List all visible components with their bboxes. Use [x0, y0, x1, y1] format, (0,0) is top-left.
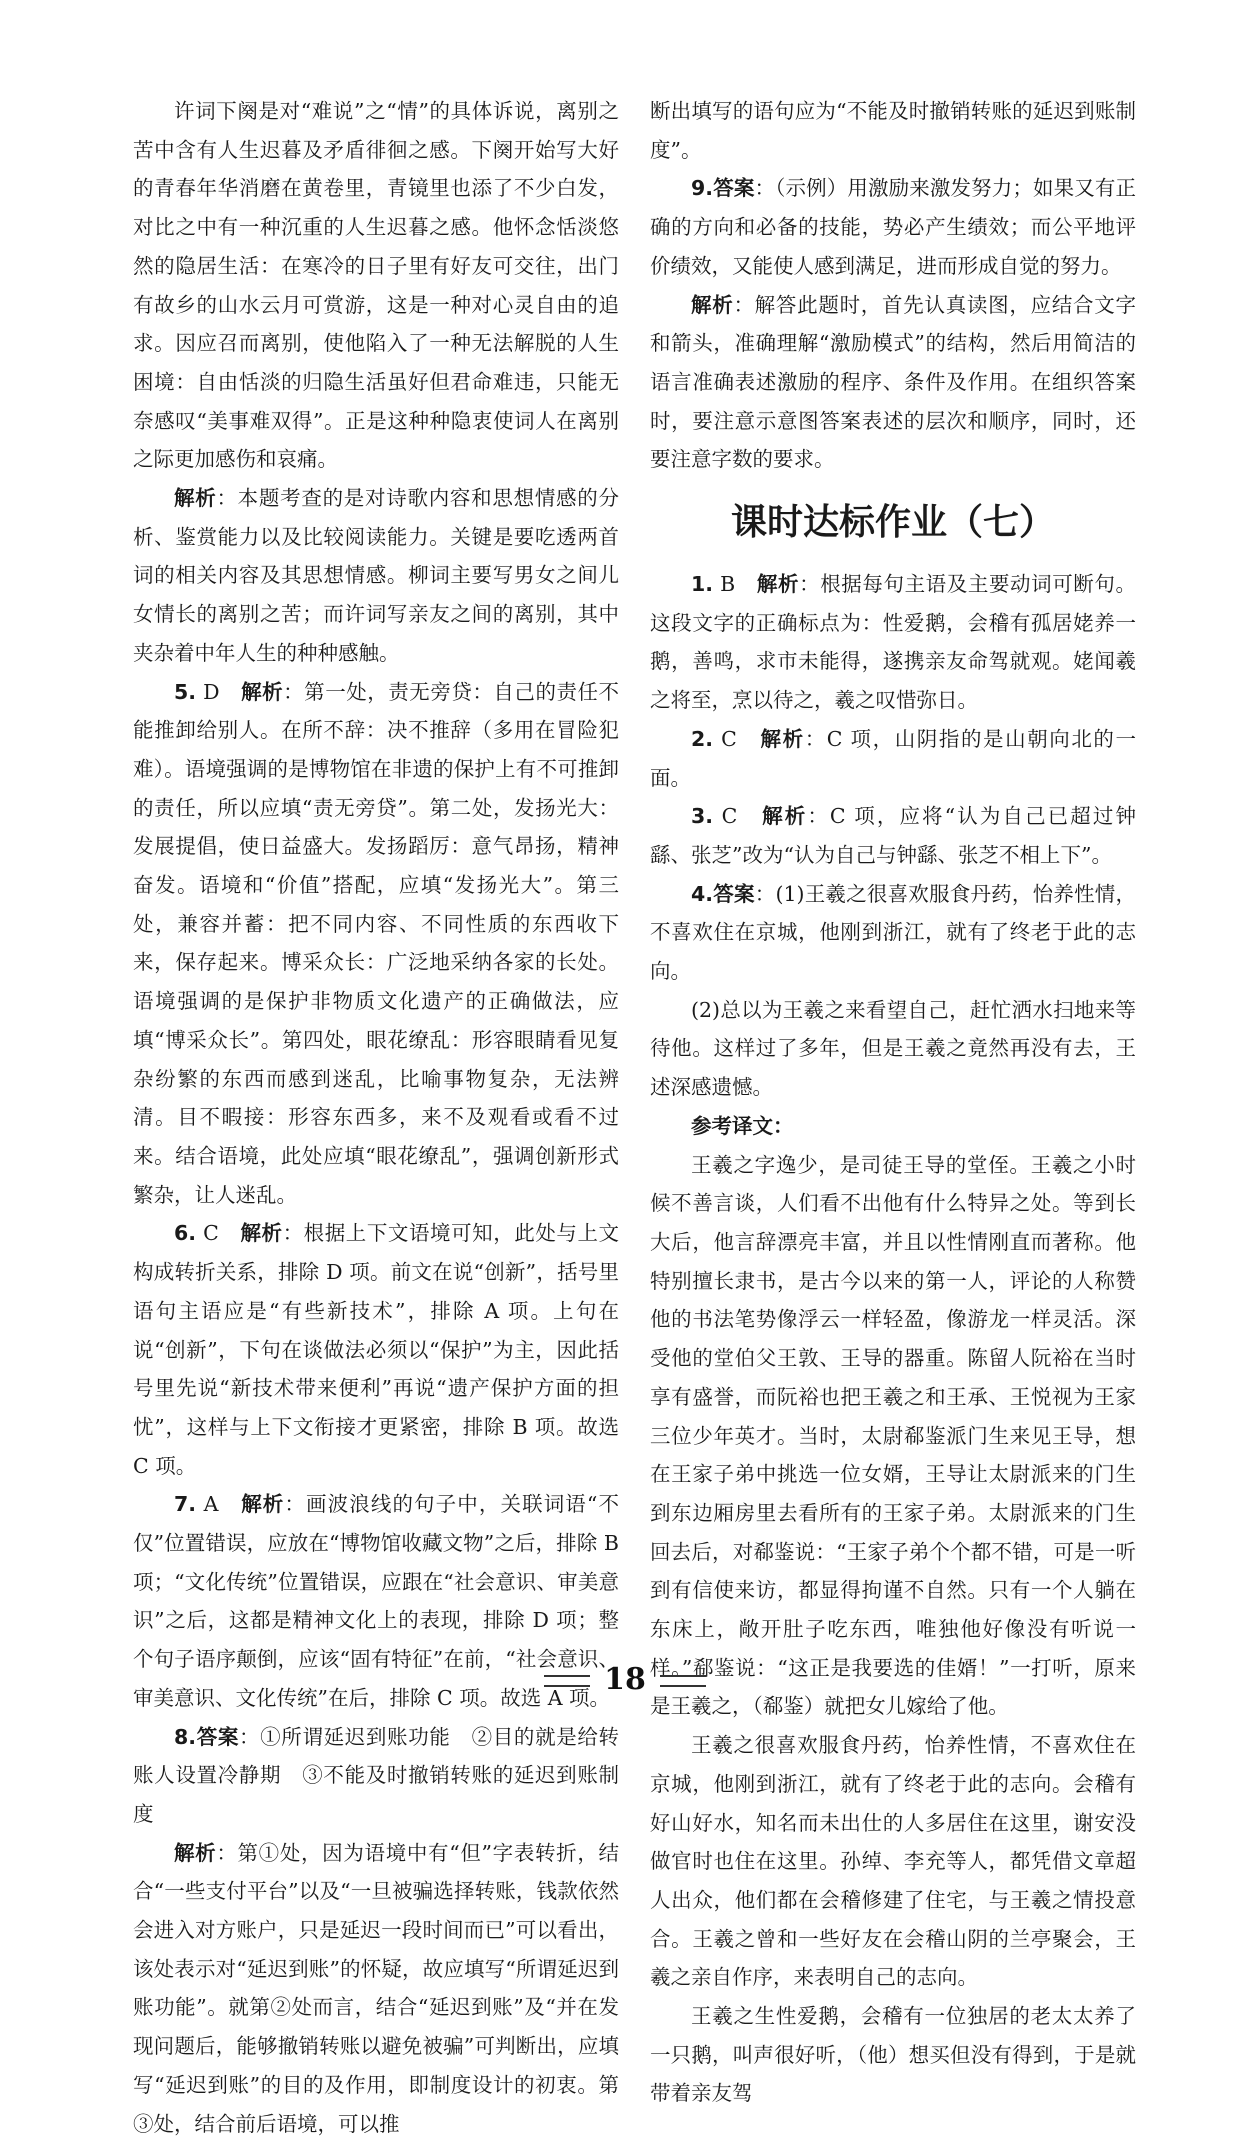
paragraph: 王羲之字逸少，是司徒王导的堂侄。王羲之小时候不善言谈，人们看不出他有什么特异之处。等到长大后，他言辞漂亮丰富，并且以性情刚直而著称。他特别擅长隶书，是古今以来的第一人，评论的人称赞他的书法笔势像浮云一样轻盈，像游龙一样灵活。深受他的堂伯父王敦、王导的器重。陈留人阮裕在当时享有盛誉，而阮裕也把王羲之和王承、王悦视为王家三位少年英才。当时，太尉郗鉴派门生来见王导，想在王家子弟中挑选一位女婿，王导让太尉派来的门生到东边厢房里去看所有的王家子弟。太尉派来的门生回去后，对郗鉴说：“王家子弟个个都不错，可是一听到有信使来访，都显得拘谨不自然。只有一个人躺在东床上，敞开肚子吃东西，唯独他好像没有听说一样。”郗鉴说：“这正是我要选的佳婿！”一打听，原来是王羲之，（郗鉴）就把女儿嫁给了他。 — [650, 1152, 1136, 1719]
question-5: 5. D 解析：第一处，责无旁贷：自己的责任不能推卸给别人。在所不辞：决不推辞（多用在冒险犯难）。语境强调的是博物馆在非遗的保护上有不可推卸的责任，所以应填“责无旁贷”。第二处，发扬光大：发展提倡，使日益盛大。发扬蹈厉：意气昂扬，精神奋发。语境和“价值”搭配，应填“发扬光大”。第三处，兼容并蓄：把不同内容、不同性质的东西收下来，保存起来。博采众长：广泛地采纳各家的长处。语境强调的是保护非物质文化遗产的正确做法，应填“博采众长”。第四处，眼花缭乱：形容眼睛看见复杂纷繁的东西而感到迷乱，比喻事物复杂，无法辨清。目不暇接：形容东西多，来不及观看或看不过来。结合语境，此处应填“眼花缭乱”，强调创新形式繁杂，让人迷乱。 — [133, 679, 620, 1207]
analysis-label: 解析 — [240, 1221, 283, 1246]
analysis-label: 解析 — [691, 292, 734, 317]
right-column — [650, 92, 1136, 2113]
paragraph: 王羲之很喜欢服食丹药，怡养性情，不喜欢住在京城，他刚到浙江，就有了终老于此的志向。会稽有好山好水，知名而未出仕的人多居住在这里，谢安没做官时也住在这里。孙绰、李充等人，都凭借文章超人出众，他们都在会稽修建了住宅，与王羲之情投意合。王羲之曾和一些好友在会稽山阴的兰亭聚会，王羲之亲自作序，来表明自己的志向。 — [650, 1733, 1136, 1990]
question-7: 7. A 解析：画波浪线的句子中，关联词语“不仅”位置错误，应放在“博物馆收藏文物”之后，排除 B 项；“文化传统”位置错误，应跟在“社会意识、审美意识”之后，这都是精神文化上的表现，排除 D 项；整个句子语序颠倒，应该“固有特征”在前，“社会意识、审美意识、文化传统”在后，排除 C 项。故选 A 项。 — [133, 1492, 619, 1710]
footer-rule-right — [660, 1675, 706, 1687]
left-column — [133, 92, 619, 2143]
paragraph: 断出填写的语句应为“不能及时撤销转账的延迟到账制度”。 — [650, 99, 1136, 162]
footer-rule-left — [544, 1675, 590, 1687]
paragraph: (2)总以为王羲之来看望自己，赶忙洒水扫地来等待他。这样过了多年，但是王羲之竟然再没有去，王述深感遗憾。 — [650, 997, 1136, 1100]
question-r1: 1. B 解析：根据每句主语及主要动词可断句。这段文字的正确标点为：性爱鹅，会稽有孤居姥养一鹅，善鸣，求市未能得，遂携亲友命驾就观。姥闻羲之将至，烹以待之，羲之叹惜弥日。 — [650, 572, 1136, 713]
analysis-label: 解析 — [174, 1840, 217, 1865]
analysis-label: 解析 — [756, 572, 800, 597]
analysis-label: 解析 — [174, 486, 217, 511]
page-footer — [0, 1662, 1250, 1697]
paragraph: 解析：本题考查的是对诗歌内容和思想情感的分析、鉴赏能力以及比较阅读能力。关键是要吃透两首词的相关内容及其思想情感。柳词主要写男女之间儿女情长的离别之苦；而许词写亲友之间的离别，其中夹杂着中年人生的种种感触。 — [133, 486, 620, 665]
paragraph: 许词下阕是对“难说”之“情”的具体诉说，离别之苦中含有人生迟暮及矛盾徘徊之感。下阕开始写大好的青春年华消磨在黄卷里，青镜里也添了不少白发，对比之中有一种沉重的人生迟暮之感。他怀念恬淡悠然的隐居生活：在寒冷的日子里有好友可交往，出门有故乡的山水云月可赏游，这是一种对心灵自由的追求。因应召而离别，使他陷入了一种无法解脱的人生困境：自由恬淡的归隐生活虽好但君命难违，只能无奈感叹“美事难双得”。正是这种种隐衷使词人在离别之际更加感伤和哀痛。 — [133, 99, 619, 472]
section-title: 课时达标作业（七） — [730, 502, 1055, 544]
answer-label: 答案 — [196, 1724, 240, 1749]
question-9-analysis: 解析：解答此题时，首先认真读图，应结合文字和箭头，准确理解“激励模式”的结构，然后用简洁的语言准确表述激励的程序、条件及作用。在组织答案时，要注意示意图答案表述的层次和顺序，同时，还要注意字数的要求。 — [650, 292, 1137, 472]
page-number: 18 — [604, 1662, 646, 1697]
reference-translation-label: 参考译文： — [691, 1113, 794, 1138]
analysis-label: 解析 — [762, 804, 808, 829]
analysis-label: 解析 — [241, 1492, 285, 1517]
question-r2: 2. C 解析：C 项，山阴指的是山朝向北的一面。 — [650, 726, 1137, 790]
paragraph: 王羲之生性爱鹅，会稽有一位独居的老太太养了一只鹅，叫声很好听，（他）想买但没有得到，于是就带着亲友驾 — [650, 2004, 1136, 2106]
answer-label: 答案 — [713, 881, 755, 906]
answer-label: 答案 — [713, 176, 755, 201]
analysis-label: 解析 — [760, 726, 805, 751]
question-r3: 3. C 解析：C 项，应将“认为自己已超过钟繇、张芝”改为“认为自己与钟繇、张芝不相上下”。 — [650, 804, 1137, 867]
question-8-analysis: 解析：第①处，因为语境中有“但”字表转折，结合“一些支付平台”以及“一旦被骗选择转账，钱款依然会进入对方账户，只是延迟一段时间而已”可以看出，该处表示对“延迟到账”的怀疑，故应填写“所谓延迟到账功能”。就第②处而言，结合“延迟到账”及“并在发现问题后，能够撤销转账以避免被骗”可判断出，应填写“延迟到账”的目的及作用，即制度设计的初衷。第③处，结合前后语境，可以推 — [133, 1840, 619, 2136]
question-9: 9.答案：（示例）用激励来激发努力；如果又有正确的方向和必备的技能，势必产生绩效；而公平地评价绩效，又能使人感到满足，进而形成自觉的努力。 — [650, 176, 1137, 278]
analysis-label: 解析 — [241, 679, 284, 704]
question-8: 8.答案：①所谓延迟到账功能 ②目的就是给转账人设置冷静期 ③不能及时撤销转账的延迟到账制度 — [133, 1724, 620, 1826]
question-r4: 4.答案：(1)王羲之很喜欢服食丹药，怡养性情，不喜欢住在京城，他刚到浙江，就有了终老于此的志向。 — [650, 881, 1137, 984]
question-6: 6. C 解析：根据上下文语境可知，此处与上文构成转折关系，排除 D 项。前文在说“创新”，括号里语句主语应是“有些新技术”，排除 A 项。上句在说“创新”，下句在谈做法必须以“保护”为主，因此括号里先说“新技术带来便利”再说“遗产保护方面的担忧”，这样与上下文衔接才更紧密，排除 B 项。故选 C 项。 — [133, 1221, 620, 1478]
